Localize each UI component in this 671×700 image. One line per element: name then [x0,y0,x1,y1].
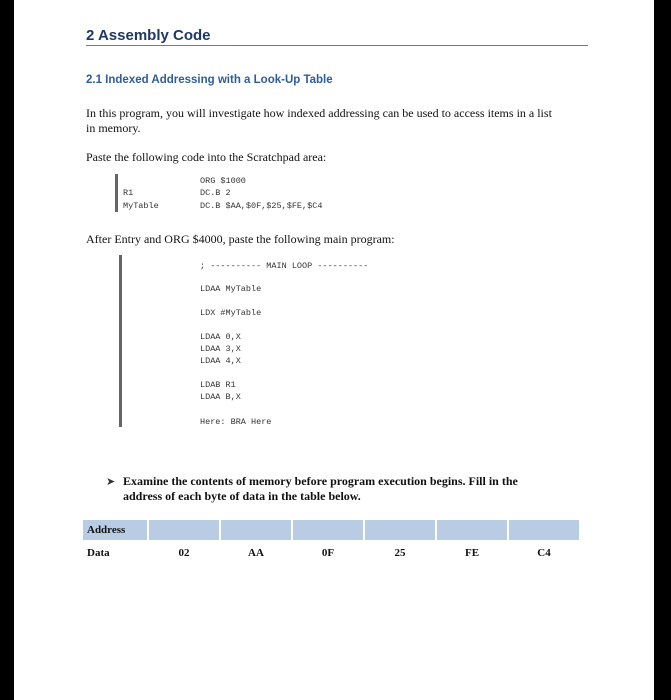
scratchpad-label-mytable: MyTable [123,201,159,211]
address-cell[interactable] [365,520,435,540]
section-title: 2 Assembly Code [86,27,211,44]
address-cell[interactable] [221,520,291,540]
address-cell[interactable] [509,520,579,540]
code-line: LDAA 0,X [200,332,241,342]
address-row [83,520,579,540]
code-line: LDAA MyTable [200,284,262,294]
address-cell[interactable] [149,520,219,540]
address-cell[interactable] [437,520,507,540]
code-line: Here: BRA Here [200,417,272,427]
task-line-1: Examine the contents of memory before program execution begins. Fill in the [123,474,518,488]
scratchpad-line-1: DC.B 2 [200,188,231,198]
data-cell: C4 [537,547,551,559]
main-instruction: After Entry and ORG $4000, paste the following main program: [86,232,395,246]
data-cell: FE [464,547,480,559]
scratchpad-code-bar [115,174,118,212]
code-line: LDX #MyTable [200,308,262,318]
subsection-title: 2.1 Indexed Addressing with a Look-Up Table [86,74,333,86]
address-label: Address [83,520,147,540]
address-cell[interactable] [293,520,363,540]
data-cell: AA [248,547,264,559]
section-title-rule [86,45,588,46]
code-line: LDAA 4,X [200,356,241,366]
task-line-2: address of each byte of data in the table below. [123,489,361,503]
data-cell: 02 [178,547,190,559]
code-line: LDAA B,X [200,392,241,402]
intro-line-1: In this program, you will investigate how indexed addressing can be used to access items in a list [86,106,552,120]
paste-instruction: Paste the following code into the Scratchpad area: [86,150,327,164]
code-line: LDAB R1 [200,380,236,390]
document-page [14,0,654,700]
data-row [83,543,579,563]
intro-line-2: in memory. [86,121,141,135]
scratchpad-label-r1: R1 [123,188,134,198]
data-cell: 0F [321,547,335,559]
memory-table [81,517,581,566]
main-comment: ; ---------- MAIN LOOP ---------- [200,261,369,271]
code-line: LDAA 3,X [200,344,241,354]
arrow-bullet-icon: ➤ [106,476,116,488]
data-cell: 25 [394,547,406,559]
data-label: Data [87,547,110,559]
main-code-bar [119,255,122,427]
scratchpad-org: ORG $1000 [200,176,246,186]
scratchpad-line-2: DC.B $AA,$0F,$25,$FE,$C4 [200,201,323,211]
